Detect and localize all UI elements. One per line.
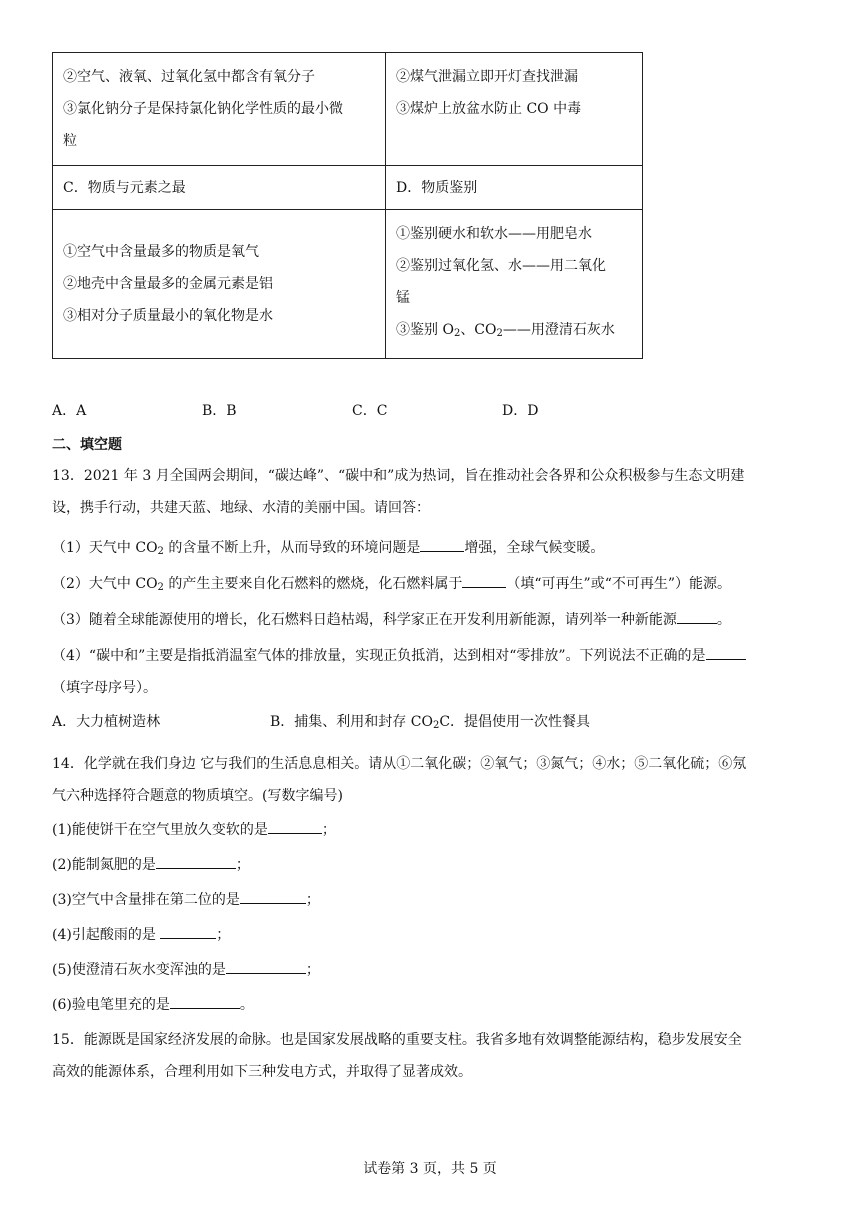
answer-options	[52, 398, 652, 422]
cell-line: ③煤炉上放盆水防止 CO 中毒	[396, 101, 582, 117]
question-15-stem	[52, 1028, 812, 1084]
cell-line: ③鉴别 $O_2$、$CO_2——$用澄清石灰水	[396, 322, 615, 339]
answer-blank[interactable]	[170, 994, 240, 1009]
cell-line: ①空气中含量最多的物质是氧气	[63, 244, 259, 260]
q14-item-4: (4)引起酸雨的是 ；	[52, 923, 812, 947]
option-b[interactable]: B．B	[202, 403, 237, 419]
q13-option-c[interactable]: C．提倡使用一次性餐具	[439, 714, 591, 730]
q13-line1: 13．2021 年 3 月全国两会期间，“碳达峰”、“碳中和”成为热词，旨在推动社会各界和公众积极参与生态文明建	[52, 468, 745, 484]
question-13-stem	[52, 464, 812, 520]
section-title: 二、填空题	[52, 437, 122, 453]
options-table	[52, 52, 643, 359]
cell-line: ③相对分子质量最小的氧化物是水	[63, 308, 273, 324]
q13-option-b[interactable]: B．捕集、利用和封存 $CO_2$	[270, 714, 440, 731]
cell-c-content	[53, 210, 386, 359]
cell-line: ②鉴别过氧化氢、水——用二氧化	[396, 258, 606, 274]
cell-d-identification	[386, 210, 643, 359]
answer-blank[interactable]	[462, 573, 506, 588]
answer-blank[interactable]	[268, 819, 322, 834]
cell-line: ①鉴别硬水和软水——用肥皂水	[396, 226, 592, 242]
q15-line2: 高效的能源体系，合理利用如下三种发电方式，并取得了显著成效。	[52, 1064, 472, 1080]
q14-line2: 气六种选择符合题意的物质填空。(写数字编号)	[52, 788, 343, 804]
page-footer: 试卷第 3 页，共 5 页	[363, 1161, 497, 1177]
cell-header-c: C．物质与元素之最	[53, 166, 386, 210]
answer-blank[interactable]	[706, 645, 746, 660]
question-14-stem	[52, 752, 812, 808]
answer-blank[interactable]	[677, 609, 717, 624]
answer-blank[interactable]	[160, 924, 216, 939]
cell-b-content	[53, 53, 386, 166]
q13-part1: （1）天气中 $CO_2$ 的含量不断上升，从而导致的环境问题是 增强，全球气候变暖。	[52, 536, 812, 564]
q13-part3: （3）随着全球能源使用的增长，化石燃料日趋枯竭，科学家正在开发利用新能源，请列举一种新能源 。	[52, 608, 812, 632]
q13-part4: （4）“碳中和”主要是指抵消温室气体的排放量，实现正负抵消，达到相对“零排放”。下列说法不正确的是	[52, 644, 812, 668]
q13-line2: 设，携手行动，共建天蓝、地绿、水清的美丽中国。请回答：	[52, 500, 430, 516]
answer-blank[interactable]	[226, 959, 306, 974]
option-d[interactable]: D．D	[502, 403, 539, 419]
q13-options	[52, 710, 812, 738]
option-c[interactable]: C．C	[352, 403, 388, 419]
q14-item-6: (6)验电笔里充的是 。	[52, 993, 812, 1017]
cell-line: 粒	[63, 133, 77, 149]
cell-line: ②煤气泄漏立即开灯查找泄漏	[396, 69, 578, 85]
cell-d-content	[386, 53, 643, 166]
cell-line: 锰	[396, 290, 410, 306]
q15-line1: 15．能源既是国家经济发展的命脉。也是国家发展战略的重要支柱。我省多地有效调整能源结构，稳步发展安全	[52, 1032, 742, 1048]
q14-item-1: (1)能使饼干在空气里放久变软的是 ；	[52, 818, 812, 842]
q14-item-3: (3)空气中含量排在第二位的是 ；	[52, 888, 812, 912]
cell-header-d: D．物质鉴别	[386, 166, 643, 210]
option-a[interactable]: A．A	[52, 403, 87, 419]
answer-blank[interactable]	[420, 537, 464, 552]
q13-part4-cont: （填字母序号）。	[52, 680, 157, 696]
answer-blank[interactable]	[240, 889, 306, 904]
q14-item-5: (5)使澄清石灰水变浑浊的是 ；	[52, 958, 812, 982]
q14-line1: 14．化学就在我们身边 它与我们的生活息息相关。请从①二氧化碳；②氧气；③氮气；④水；⑤二氧化硫；⑥氖	[52, 756, 747, 772]
q13-part2: （2）大气中 $CO_2$ 的产生主要来自化石燃料的燃烧，化石燃料属于 （填“可再生”或“不可再生”）能源。	[52, 572, 812, 600]
q14-item-2: (2)能制氮肥的是 ；	[52, 853, 812, 877]
answer-blank[interactable]	[156, 854, 236, 869]
cell-line: ③氯化钠分子是保持氯化钠化学性质的最小微	[63, 101, 343, 117]
cell-line: ②空气、液氧、过氧化氢中都含有氧分子	[63, 69, 315, 85]
q13-option-a[interactable]: A．大力植树造林	[52, 714, 161, 730]
cell-line: ②地壳中含量最多的金属元素是铝	[63, 276, 273, 292]
